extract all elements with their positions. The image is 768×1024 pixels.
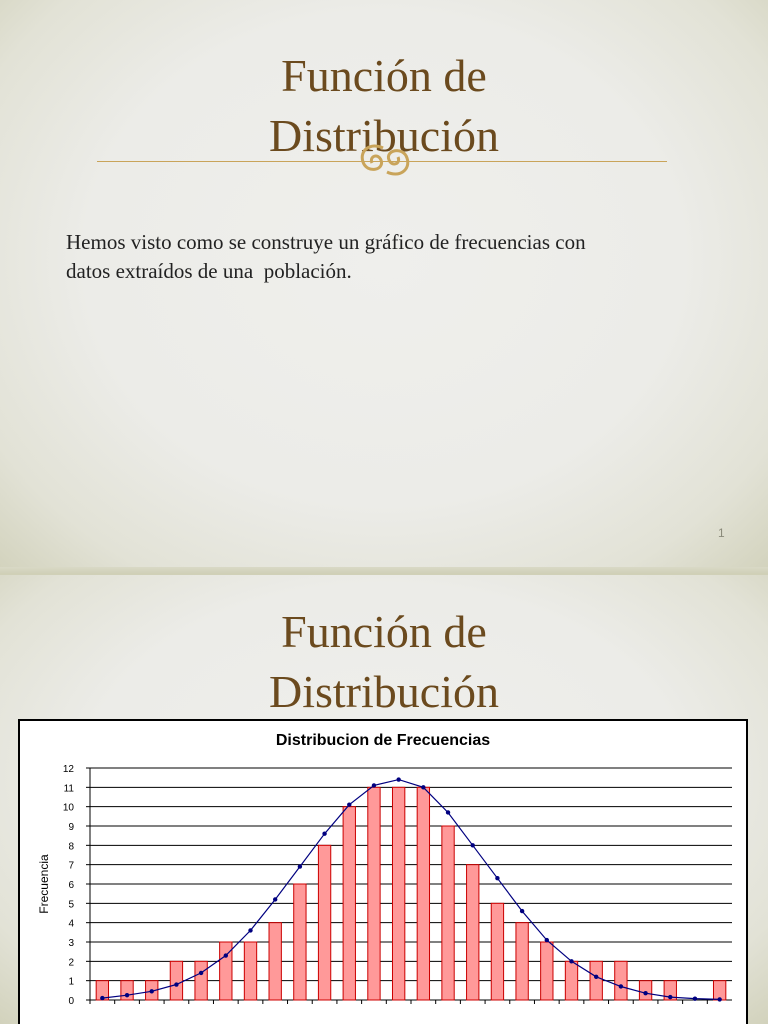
title-line-1: Función de [281, 50, 487, 101]
curve-point [372, 783, 376, 787]
curve-point [668, 995, 672, 999]
bar [368, 787, 380, 1000]
curve-point [396, 777, 400, 781]
curve-point [199, 971, 203, 975]
curve-point [545, 938, 549, 942]
curve-point [471, 843, 475, 847]
bar [318, 845, 330, 1000]
slide-title [0, 602, 768, 722]
curve-point [569, 959, 573, 963]
y-tick-label: 11 [63, 783, 74, 795]
curve-point [347, 803, 351, 807]
bar [516, 923, 528, 1000]
bar [294, 884, 306, 1000]
bar [170, 961, 182, 1000]
y-tick-label: 0 [68, 996, 74, 1007]
curve-point [100, 996, 104, 1000]
frequency-chart [18, 719, 748, 1024]
bar [195, 961, 207, 1000]
curve-point [298, 864, 302, 868]
y-axis-label: Frecuencia [37, 854, 51, 914]
chart-svg [20, 721, 746, 1024]
curve-point [322, 832, 326, 836]
title-line-2: Distribución [269, 110, 499, 161]
bar [590, 961, 602, 1000]
ornament-icon [357, 140, 413, 180]
y-tick-label: 4 [68, 918, 74, 930]
bar [343, 807, 355, 1000]
slide-number: 1 [718, 526, 725, 540]
bar [491, 903, 503, 1000]
bar [713, 981, 725, 1000]
bar [541, 942, 553, 1000]
curve-point [643, 991, 647, 995]
y-tick-label: 6 [68, 880, 74, 891]
curve-point [520, 909, 524, 913]
y-tick-label: 10 [62, 802, 74, 814]
y-tick-label: 9 [68, 822, 74, 833]
bar [615, 961, 627, 1000]
y-tick-label: 1 [68, 976, 74, 988]
y-tick-label: 12 [62, 764, 74, 775]
bar [639, 981, 651, 1000]
slide-2 [0, 575, 768, 1024]
curve-point [421, 785, 425, 789]
bar [269, 923, 281, 1000]
body-text: Hemos visto como se construye un gráfico de frecuencias con datos extraídos de una población. [66, 230, 586, 283]
curve-point [224, 953, 228, 957]
curve-point [594, 975, 598, 979]
chart-title: Distribucion de Frecuencias [275, 732, 491, 749]
y-tick-label: 5 [68, 899, 74, 911]
curve-point [446, 810, 450, 814]
bar [244, 942, 256, 1000]
curve-point [717, 997, 721, 1001]
curve-point [619, 984, 623, 988]
bar [392, 787, 404, 1000]
y-tick-label: 2 [68, 957, 74, 969]
y-tick-label: 7 [68, 860, 74, 872]
title-line-1: Función de [281, 606, 487, 657]
bar [417, 787, 429, 1000]
bar [442, 826, 454, 1000]
bar [565, 961, 577, 1000]
curve-point [693, 996, 697, 1000]
curve-point [174, 982, 178, 986]
curve-point [273, 897, 277, 901]
y-tick-label: 3 [68, 938, 74, 949]
curve-point [125, 993, 129, 997]
bar [467, 865, 479, 1000]
curve-point [248, 928, 252, 932]
title-line-2: Distribución [269, 666, 499, 717]
y-tick-label: 8 [68, 841, 74, 853]
curve-point [150, 989, 154, 993]
curve-point [495, 876, 499, 880]
